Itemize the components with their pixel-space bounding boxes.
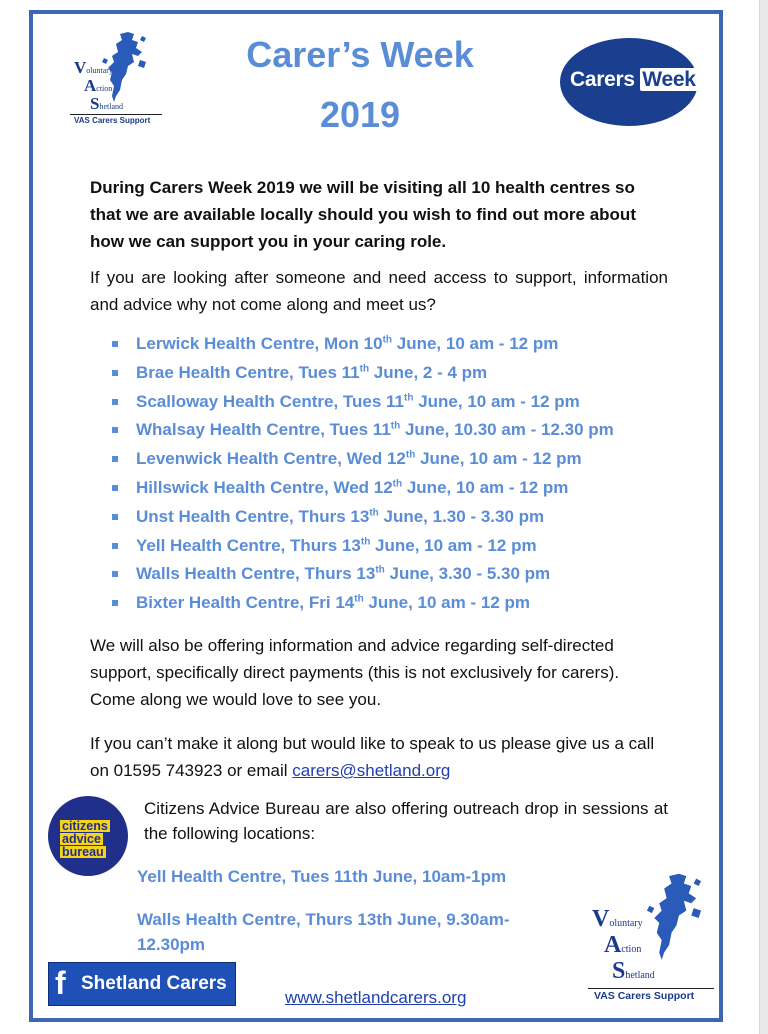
schedule-item: Hillswick Health Centre, Wed 12th June, 10 am - 12 pm xyxy=(112,474,614,503)
vas-logo-top xyxy=(68,30,164,126)
vas-underline xyxy=(588,988,714,989)
cab-location: Yell Health Centre, Tues 11th June, 10am-1pm xyxy=(137,867,507,886)
vas-caption: VAS Carers Support xyxy=(74,116,151,125)
schedule-item: Levenwick Health Centre, Wed 12th June, 10 am - 12 pm xyxy=(112,445,614,474)
website-link[interactable]: www.shetlandcarers.org xyxy=(285,988,467,1007)
vas-s: S xyxy=(90,94,100,113)
bullet-icon xyxy=(112,456,118,462)
bullet-icon xyxy=(112,485,118,491)
carers-week-logo xyxy=(560,38,706,126)
schedule-item: Bixter Health Centre, Fri 14th June, 10 am - 12 pm xyxy=(112,589,614,618)
carers-week-logo-week: Week xyxy=(640,68,698,91)
vas-a-rest: ction xyxy=(621,944,642,955)
schedule-item: Brae Health Centre, Tues 11th June, 2 - 4 pm xyxy=(112,359,614,388)
contact-text: If you can’t make it along but would like to speak to us please give us a call on 01595 743923 or email xyxy=(90,734,655,780)
schedule-item: Scalloway Health Centre, Tues 11th June, 10 am - 12 pm xyxy=(112,388,614,417)
vas-v-rest: oluntary xyxy=(609,918,643,929)
vas-v: V xyxy=(592,906,610,932)
cab-location: Walls Health Centre, Thurs 13th June, 9.30am-12.30pm xyxy=(137,910,510,954)
shetland-map-icon xyxy=(642,868,706,968)
facebook-label: Shetland Carers xyxy=(81,973,227,994)
carers-week-logo-carers: Carers xyxy=(570,68,635,91)
vas-v: V xyxy=(74,58,87,77)
vas-v-rest: oluntary xyxy=(86,66,113,75)
contact-paragraph xyxy=(90,730,668,784)
schedule-item: Unst Health Centre, Thurs 13th June, 1.30 - 3.30 pm xyxy=(112,503,614,532)
cab-logo-line1: citizens xyxy=(62,819,108,833)
citizens-advice-logo xyxy=(48,796,128,876)
bullet-icon xyxy=(112,543,118,549)
facebook-badge[interactable] xyxy=(48,962,236,1006)
vas-caption: VAS Carers Support xyxy=(594,990,695,1002)
bullet-icon xyxy=(112,514,118,520)
health-centre-schedule xyxy=(112,330,614,618)
vas-a-rest: ction xyxy=(96,84,113,93)
bullet-icon xyxy=(112,600,118,606)
vas-s-rest: hetland xyxy=(99,102,124,111)
cab-paragraph: Citizens Advice Bureau are also offering outreach drop in sessions at the following locations: xyxy=(144,799,668,843)
bullet-icon xyxy=(112,571,118,577)
vas-underline xyxy=(70,114,162,115)
email-link[interactable]: carers@shetland.org xyxy=(292,761,451,780)
cab-logo-line3: bureau xyxy=(62,845,104,859)
schedule-item: Whalsay Health Centre, Tues 11th June, 10.30 am - 12.30 pm xyxy=(112,416,614,445)
bullet-icon xyxy=(112,341,118,347)
scrollbar[interactable] xyxy=(760,0,768,1034)
bullet-icon xyxy=(112,370,118,376)
offer-paragraph: We will also be offering information and advice regarding self-directed support, specifically direct payments (this is not exclusively for carers). Come along we would love to see you. xyxy=(90,636,620,709)
intro-question: If you are looking after someone and need access to support, information and advice why not come along and meet us? xyxy=(90,268,668,314)
vas-s: S xyxy=(612,958,626,984)
facebook-icon: f xyxy=(55,965,66,1001)
vas-a: A xyxy=(604,932,622,958)
bullet-icon xyxy=(112,399,118,405)
vas-logo-bottom xyxy=(586,868,718,1004)
page-title-year: 2019 xyxy=(319,94,401,135)
intro-paragraph: During Carers Week 2019 we will be visiting all 10 health centres so that we are available locally should you wish to find out more about how we can support you in your caring role. xyxy=(90,178,636,251)
schedule-item: Lerwick Health Centre, Mon 10th June, 10 am - 12 pm xyxy=(112,330,614,359)
vas-a: A xyxy=(84,76,97,95)
page-title: Carer’s Week xyxy=(246,34,474,75)
schedule-item: Yell Health Centre, Thurs 13th June, 10 am - 12 pm xyxy=(112,532,614,561)
cab-logo-line2: advice xyxy=(62,832,101,846)
vas-s-rest: hetland xyxy=(625,970,655,981)
schedule-item: Walls Health Centre, Thurs 13th June, 3.30 - 5.30 pm xyxy=(112,560,614,589)
bullet-icon xyxy=(112,427,118,433)
